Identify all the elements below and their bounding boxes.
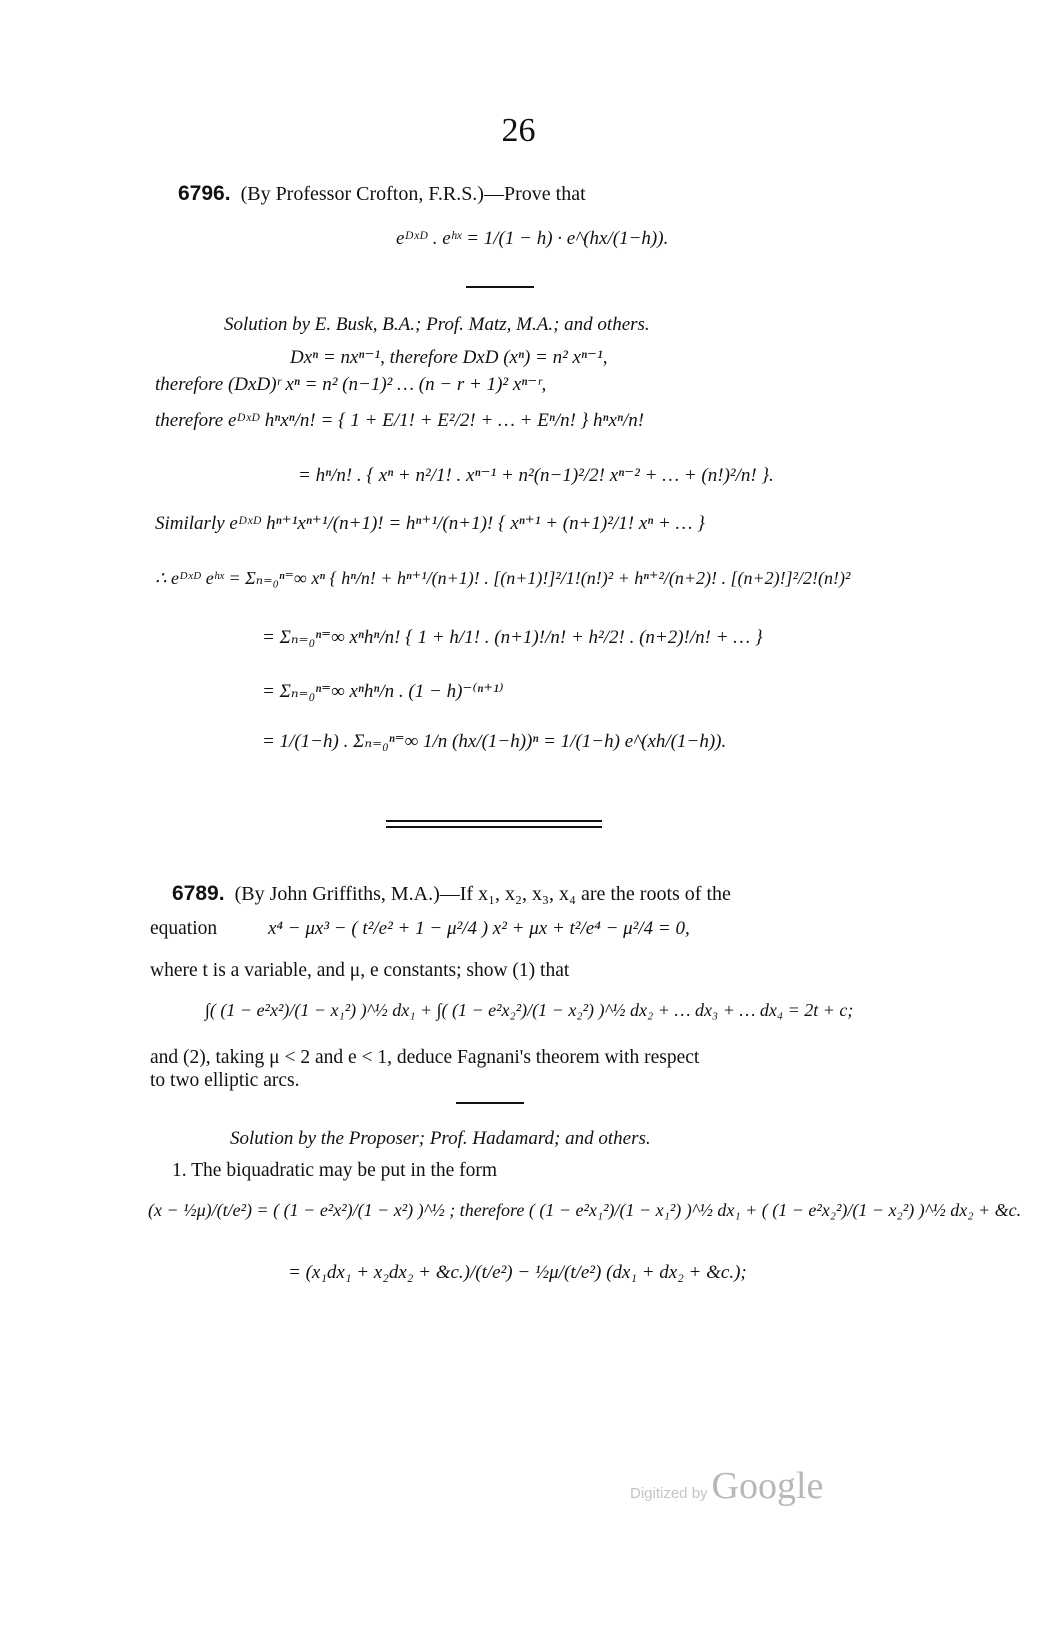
quartic-equation: x⁴ − μx³ − ( t²/e² + 1 − μ²/4 ) x² + μx + t²/e⁴ − μ²/4 = 0,: [268, 918, 690, 939]
problem-6796-statement-equation: eᴰˣᴰ . eʰˣ = 1/(1 − h) · e^(hx/(1−h)).: [396, 228, 669, 249]
watermark-prefix: Digitized by: [630, 1485, 708, 1502]
result-line: = (x₁dx₁ + x₂dx₂ + &c.)/(t/e²) − ½μ/(t/e²) (dx₁ + dx₂ + &c.);: [288, 1262, 747, 1283]
where-line: where t is a variable, and μ, e constants; show (1) that: [150, 960, 570, 981]
problem-6796-solution-heading: Solution by E. Busk, B.A.; Prof. Matz, M.A.; and others.: [224, 314, 650, 335]
solution-line-7: = Σₙ₌₀ⁿ⁼∞ xⁿhⁿ/n! { 1 + h/1! . (n+1)!/n! + h²/2! . (n+2)!/n! + … }: [262, 627, 763, 648]
short-divider-2: [456, 1102, 524, 1104]
equation-label: equation: [150, 918, 218, 939]
section-divider-bottom: [386, 826, 602, 828]
solution-line-6: ∴ eᴰˣᴰ eʰˣ = Σₙ₌₀ⁿ⁼∞ xⁿ { hⁿ/n! + hⁿ⁺¹/(n+1)! . [(n+1)!]²/1!(n!)² + hⁿ⁺²/(n+2)! . [(n+2)!]²/2!(n!)²: [155, 568, 851, 588]
solution-line-9: = 1/(1−h) . Σₙ₌₀ⁿ⁼∞ 1/n (hx/(1−h))ⁿ = 1/(1−h) e^(xh/(1−h)).: [262, 731, 727, 752]
problem-6789-solution-heading: Solution by the Proposer; Prof. Hadamard; and others.: [230, 1128, 651, 1149]
problem-6796-number: 6796.: [178, 182, 231, 205]
solution-line-3: therefore eᴰˣᴰ hⁿxⁿ/n! = { 1 + E/1! + E²/2! + … + Eⁿ/n! } hⁿxⁿ/n!: [155, 410, 645, 431]
problem-6789-number: 6789.: [172, 882, 225, 905]
problem-6796-header-text: (By Professor Crofton, F.R.S.)—Prove that: [240, 183, 586, 205]
form-line: (x − ½μ)/(t/e²) = ( (1 − e²x²)/(1 − x²) )^½ ; therefore ( (1 − e²x₁²)/(1 − x₁²) )^½ dx₁ + ( (1 − e²x₂²)/(1 − x₂²) )^½ dx₂ + &c.: [148, 1200, 1022, 1220]
solution-line-5: Similarly eᴰˣᴰ hⁿ⁺¹xⁿ⁺¹/(n+1)! = hⁿ⁺¹/(n+1)! { xⁿ⁺¹ + (n+1)²/1! xⁿ + … }: [155, 513, 705, 534]
and-line: and (2), taking μ < 2 and e < 1, deduce Fagnani's theorem with respect: [150, 1047, 700, 1068]
problem-6789-header-text: (By John Griffiths, M.A.)—If x₁, x₂, x₃, x₄ are the roots of the: [234, 883, 731, 905]
solution-line-2: therefore (DxD)ʳ xⁿ = n² (n−1)² … (n − r + 1)² xⁿ⁻ʳ,: [155, 374, 547, 395]
digitized-watermark: [630, 1464, 823, 1508]
step-1: 1. The biquadratic may be put in the form: [172, 1160, 498, 1181]
solution-line-4: = hⁿ/n! . { xⁿ + n²/1! . xⁿ⁻¹ + n²(n−1)²/2! xⁿ⁻² + … + (n!)²/n! }.: [298, 465, 774, 486]
short-divider: [466, 286, 534, 288]
and-line-continued: to two elliptic arcs.: [150, 1070, 300, 1091]
integral-equation: ∫( (1 − e²x²)/(1 − x₁²) )^½ dx₁ + ∫( (1 − e²x₂²)/(1 − x₂²) )^½ dx₂ + … dx₃ + … dx₄ = 2t + c;: [205, 1000, 854, 1020]
solution-line-8: = Σₙ₌₀ⁿ⁼∞ xⁿhⁿ/n . (1 − h)⁻⁽ⁿ⁺¹⁾: [262, 681, 504, 702]
google-logo: Google: [711, 1465, 824, 1507]
problem-6796-header: [178, 182, 586, 206]
section-divider-top: [386, 820, 602, 822]
solution-line-1: Dxⁿ = nxⁿ⁻¹, therefore DxD (xⁿ) = n² xⁿ⁻¹,: [290, 347, 608, 368]
page-number: 26: [501, 112, 536, 149]
problem-6789-header: [172, 882, 731, 906]
